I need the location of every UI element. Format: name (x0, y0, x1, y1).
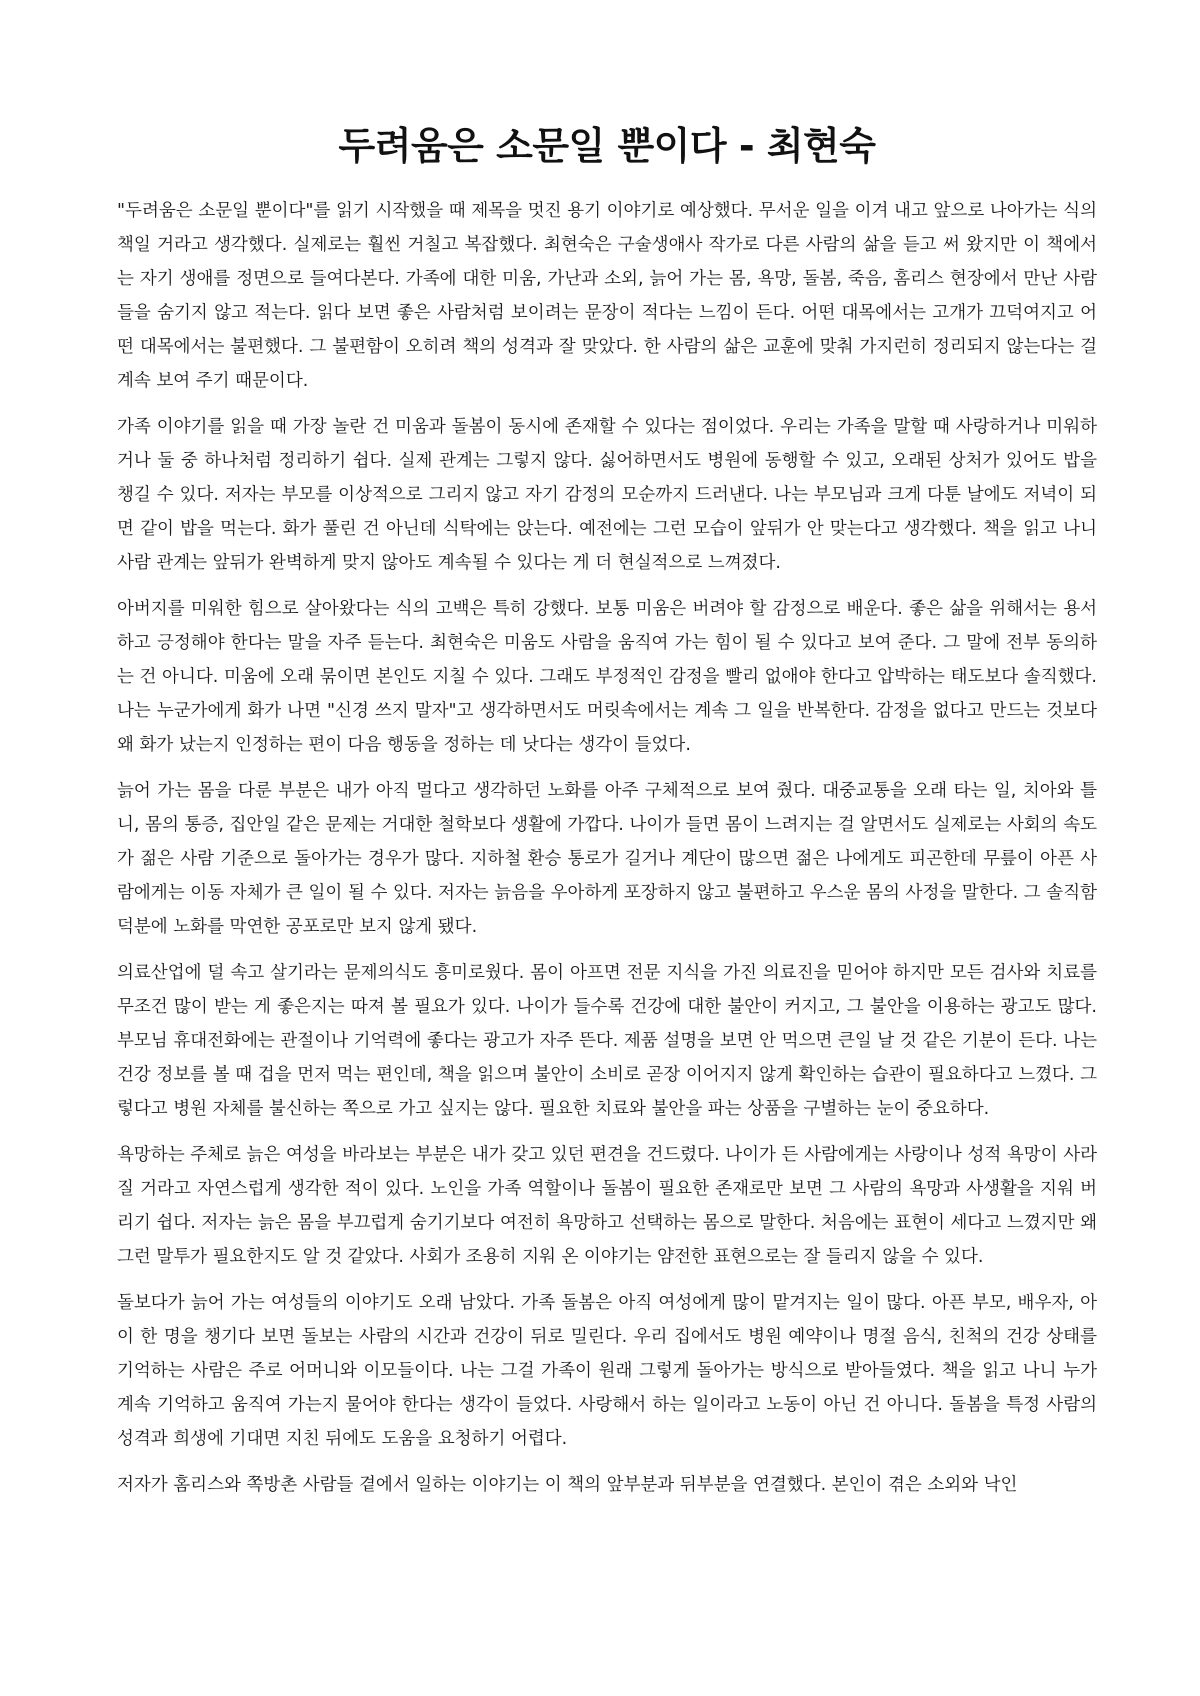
paragraph-1: "두려움은 소문일 뿐이다"를 읽기 시작했을 때 제목을 멋진 용기 이야기로 예상했다. 무서운 일을 이겨 내고 앞으로 나아가는 식의 책일 거라고 생각했다. 실제로는 훨씬 거칠고 복잡했다. 최현숙은 구술생애사 작가로 다른 사람의 삶을 듣고 써 왔지만 이 책에서는 자기 생애를 정면으로 들여다본다. 가족에 대한 미움, 가난과 소외, 늙어 가는 몸, 욕망, 돌봄, 죽음, 홈리스 현장에서 만난 사람들을 숨기지 않고 적는다. 읽다 보면 좋은 사람처럼 보이려는 문장이 적다는 느낌이 든다. 어떤 대목에서는 고개가 끄덕여지고 어떤 대목에서는 불편했다. 그 불편함이 오히려 책의 성격과 잘 맞았다. 한 사람의 삶은 교훈에 맞춰 가지런히 정리되지 않는다는 걸 계속 보여 주기 때문이다. (117, 201, 1097, 391)
paragraph-2: 가족 이야기를 읽을 때 가장 놀란 건 미움과 돌봄이 동시에 존재할 수 있다는 점이었다. 우리는 가족을 말할 때 사랑하거나 미워하거나 둘 중 하나처럼 정리하기 쉽다. 실제 관계는 그렇지 않다. 싫어하면서도 병원에 동행할 수 있고, 오래된 상처가 있어도 밥을 챙길 수 있다. 저자는 부모를 이상적으로 그리지 않고 자기 감정의 모순까지 드러낸다. 나는 부모님과 크게 다툰 날에도 저녁이 되면 같이 밥을 먹는다. 화가 풀린 건 아닌데 식탁에는 앉는다. 예전에는 그런 모습이 앞뒤가 안 맞는다고 생각했다. 책을 읽고 나니 사람 관계는 앞뒤가 완벽하게 맞지 않아도 계속될 수 있다는 게 더 현실적으로 느껴졌다. (117, 417, 1097, 573)
paragraph-5: 의료산업에 덜 속고 살기라는 문제의식도 흥미로웠다. 몸이 아프면 전문 지식을 가진 의료진을 믿어야 하지만 모든 검사와 치료를 무조건 많이 받는 게 좋은지는 따져 볼 필요가 있다. 나이가 들수록 건강에 대한 불안이 커지고, 그 불안을 이용하는 광고도 많다. 부모님 휴대전화에는 관절이나 기억력에 좋다는 광고가 자주 뜬다. 제품 설명을 보면 안 먹으면 큰일 날 것 같은 기분이 든다. 나는 건강 정보를 볼 때 겁을 먼저 먹는 편인데, 책을 읽으며 불안이 소비로 곧장 이어지지 않게 확인하는 습관이 필요하다고 느꼈다. 그렇다고 병원 자체를 불신하는 쪽으로 가고 싶지는 않다. 필요한 치료와 불안을 파는 상품을 구별하는 눈이 중요하다. (117, 963, 1097, 1119)
paragraph-4: 늙어 가는 몸을 다룬 부분은 내가 아직 멀다고 생각하던 노화를 아주 구체적으로 보여 줬다. 대중교통을 오래 타는 일, 치아와 틀니, 몸의 통증, 집안일 같은 문제는 거대한 철학보다 생활에 가깝다. 나이가 들면 몸이 느려지는 걸 알면서도 실제로는 사회의 속도가 젊은 사람 기준으로 돌아가는 경우가 많다. 지하철 환승 통로가 길거나 계단이 많으면 젊은 나에게도 피곤한데 무릎이 아픈 사람에게는 이동 자체가 큰 일이 될 수 있다. 저자는 늙음을 우아하게 포장하지 않고 불편하고 우스운 몸의 사정을 말한다. 그 솔직함 덕분에 노화를 막연한 공포로만 보지 않게 됐다. (117, 781, 1097, 937)
paragraph-8: 저자가 홈리스와 쪽방촌 사람들 곁에서 일하는 이야기는 이 책의 앞부분과 뒤부분을 연결했다. 본인이 겪은 소외와 낙인 (117, 1475, 1018, 1495)
document-title: 두려움은 소문일 뿐이다 - 최현숙 (338, 124, 876, 168)
paragraph-3: 아버지를 미워한 힘으로 살아왔다는 식의 고백은 특히 강했다. 보통 미움은 버려야 할 감정으로 배운다. 좋은 삶을 위해서는 용서하고 긍정해야 한다는 말을 자주 듣는다. 최현숙은 미움도 사람을 움직여 가는 힘이 될 수 있다고 보여 준다. 그 말에 전부 동의하는 건 아니다. 미움에 오래 묶이면 본인도 지칠 수 있다. 그래도 부정적인 감정을 빨리 없애야 한다고 압박하는 태도보다 솔직했다. 나는 누군가에게 화가 나면 "신경 쓰지 말자"고 생각하면서도 머릿속에서는 계속 그 일을 반복한다. 감정을 없다고 만드는 것보다 왜 화가 났는지 인정하는 편이 다음 행동을 정하는 데 낫다는 생각이 들었다. (117, 599, 1097, 755)
paragraph-7: 돌보다가 늙어 가는 여성들의 이야기도 오래 남았다. 가족 돌봄은 아직 여성에게 많이 맡겨지는 일이 많다. 아픈 부모, 배우자, 아이 한 명을 챙기다 보면 돌보는 사람의 시간과 건강이 뒤로 밀린다. 우리 집에서도 병원 예약이나 명절 음식, 친척의 건강 상태를 기억하는 사람은 주로 어머니와 이모들이다. 나는 그걸 가족이 원래 그렇게 돌아가는 방식으로 받아들였다. 책을 읽고 나니 누가 계속 기억하고 움직여 가는지 물어야 한다는 생각이 들었다. 사랑해서 하는 일이라고 노동이 아닌 건 아니다. 돌봄을 특정 사람의 성격과 희생에 기대면 지친 뒤에도 도움을 요청하기 어렵다. (117, 1293, 1097, 1449)
paragraph-6: 욕망하는 주체로 늙은 여성을 바라보는 부분은 내가 갖고 있던 편견을 건드렸다. 나이가 든 사람에게는 사랑이나 성적 욕망이 사라질 거라고 자연스럽게 생각한 적이 있다. 노인을 가족 역할이나 돌봄이 필요한 존재로만 보면 그 사람의 욕망과 사생활을 지워 버리기 쉽다. 저자는 늙은 몸을 부끄럽게 숨기기보다 여전히 욕망하고 선택하는 몸으로 말한다. 처음에는 표현이 세다고 느꼈지만 왜 그런 말투가 필요한지도 알 것 같았다. 사회가 조용히 지워 온 이야기는 얌전한 표현으로는 잘 들리지 않을 수 있다. (117, 1145, 1097, 1267)
